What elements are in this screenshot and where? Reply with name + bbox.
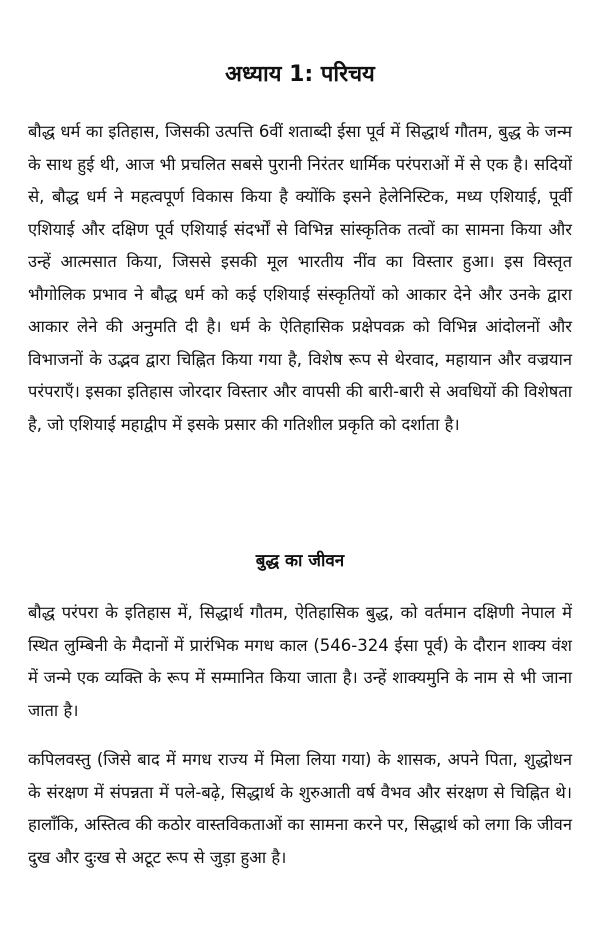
section-heading: बुद्ध का जीवन	[255, 551, 345, 571]
chapter-title: अध्याय 1: परिचय	[225, 62, 375, 87]
buddha-life-paragraph-2: कपिलवस्तु (जिसे बाद में मगध राज्य में मिला लिया गया) के शासक, अपने पिता, शुद्धोधन के संरक्षण में संपन्नता में पले-बढ़े, सिद्धार्थ के शुरुआती वर्ष वैभव और संरक्षण से चिह्नित थे। हालाँकि, अस्तित्व की कठोर वास्तविकताओं का सामना करने पर, सिद्धार्थ को लगा कि जीवन दुख और दुःख से अटूट रूप से जुड़ा हुआ है।	[28, 750, 572, 867]
buddha-life-paragraph-1: बौद्ध परंपरा के इतिहास में, सिद्धार्थ गौतम, ऐतिहासिक बुद्ध, को वर्तमान दक्षिणी नेपाल में स्थित लुम्बिनी के मैदानों में प्रारंभिक मगध काल (546-324 ईसा पूर्व) के दौरान शाक्य वंश में जन्मे एक व्यक्ति के रूप में सम्मानित किया जाता है। उन्हें शाक्यमुनि के नाम से भी जाना जाता है।	[28, 603, 572, 720]
intro-paragraph: बौद्ध धर्म का इतिहास, जिसकी उत्पत्ति 6वीं शताब्दी ईसा पूर्व में सिद्धार्थ गौतम, बुद्ध के जन्म के साथ हुई थी, आज भी प्रचलित सबसे पुरानी निरंतर धार्मिक परंपराओं में से एक है। सदियों से, बौद्ध धर्म ने महत्वपूर्ण विकास किया है क्योंकि इसने हेलेनिस्टिक, मध्य एशियाई, पूर्वी एशियाई और दक्षिण पूर्व एशियाई संदर्भों से विभिन्न सांस्कृतिक तत्वों का सामना किया और उन्हें आत्मसात किया, जिससे इसकी मूल भारतीय नींव का विस्तार हुआ। इस विस्तृत भौगोलिक प्रभाव ने बौद्ध धर्म को कई एशियाई संस्कृतियों को आकार देने और उनके द्वारा आकार लेने की अनुमति दी है। धर्म के ऐतिहासिक प्रक्षेपवक्र को विभिन्न आंदोलनों और विभाजनों के उद्भव द्वारा चिह्नित किया गया है, विशेष रूप से थेरवाद, महायान और वज्रयान परंपराएँ। इसका इतिहास जोरदार विस्तार और वापसी की बारी-बारी से अवधियों की विशेषता है, जो एशियाई महाद्वीप में इसके प्रसार की गतिशील प्रकृति को दर्शाता है।	[28, 122, 572, 434]
